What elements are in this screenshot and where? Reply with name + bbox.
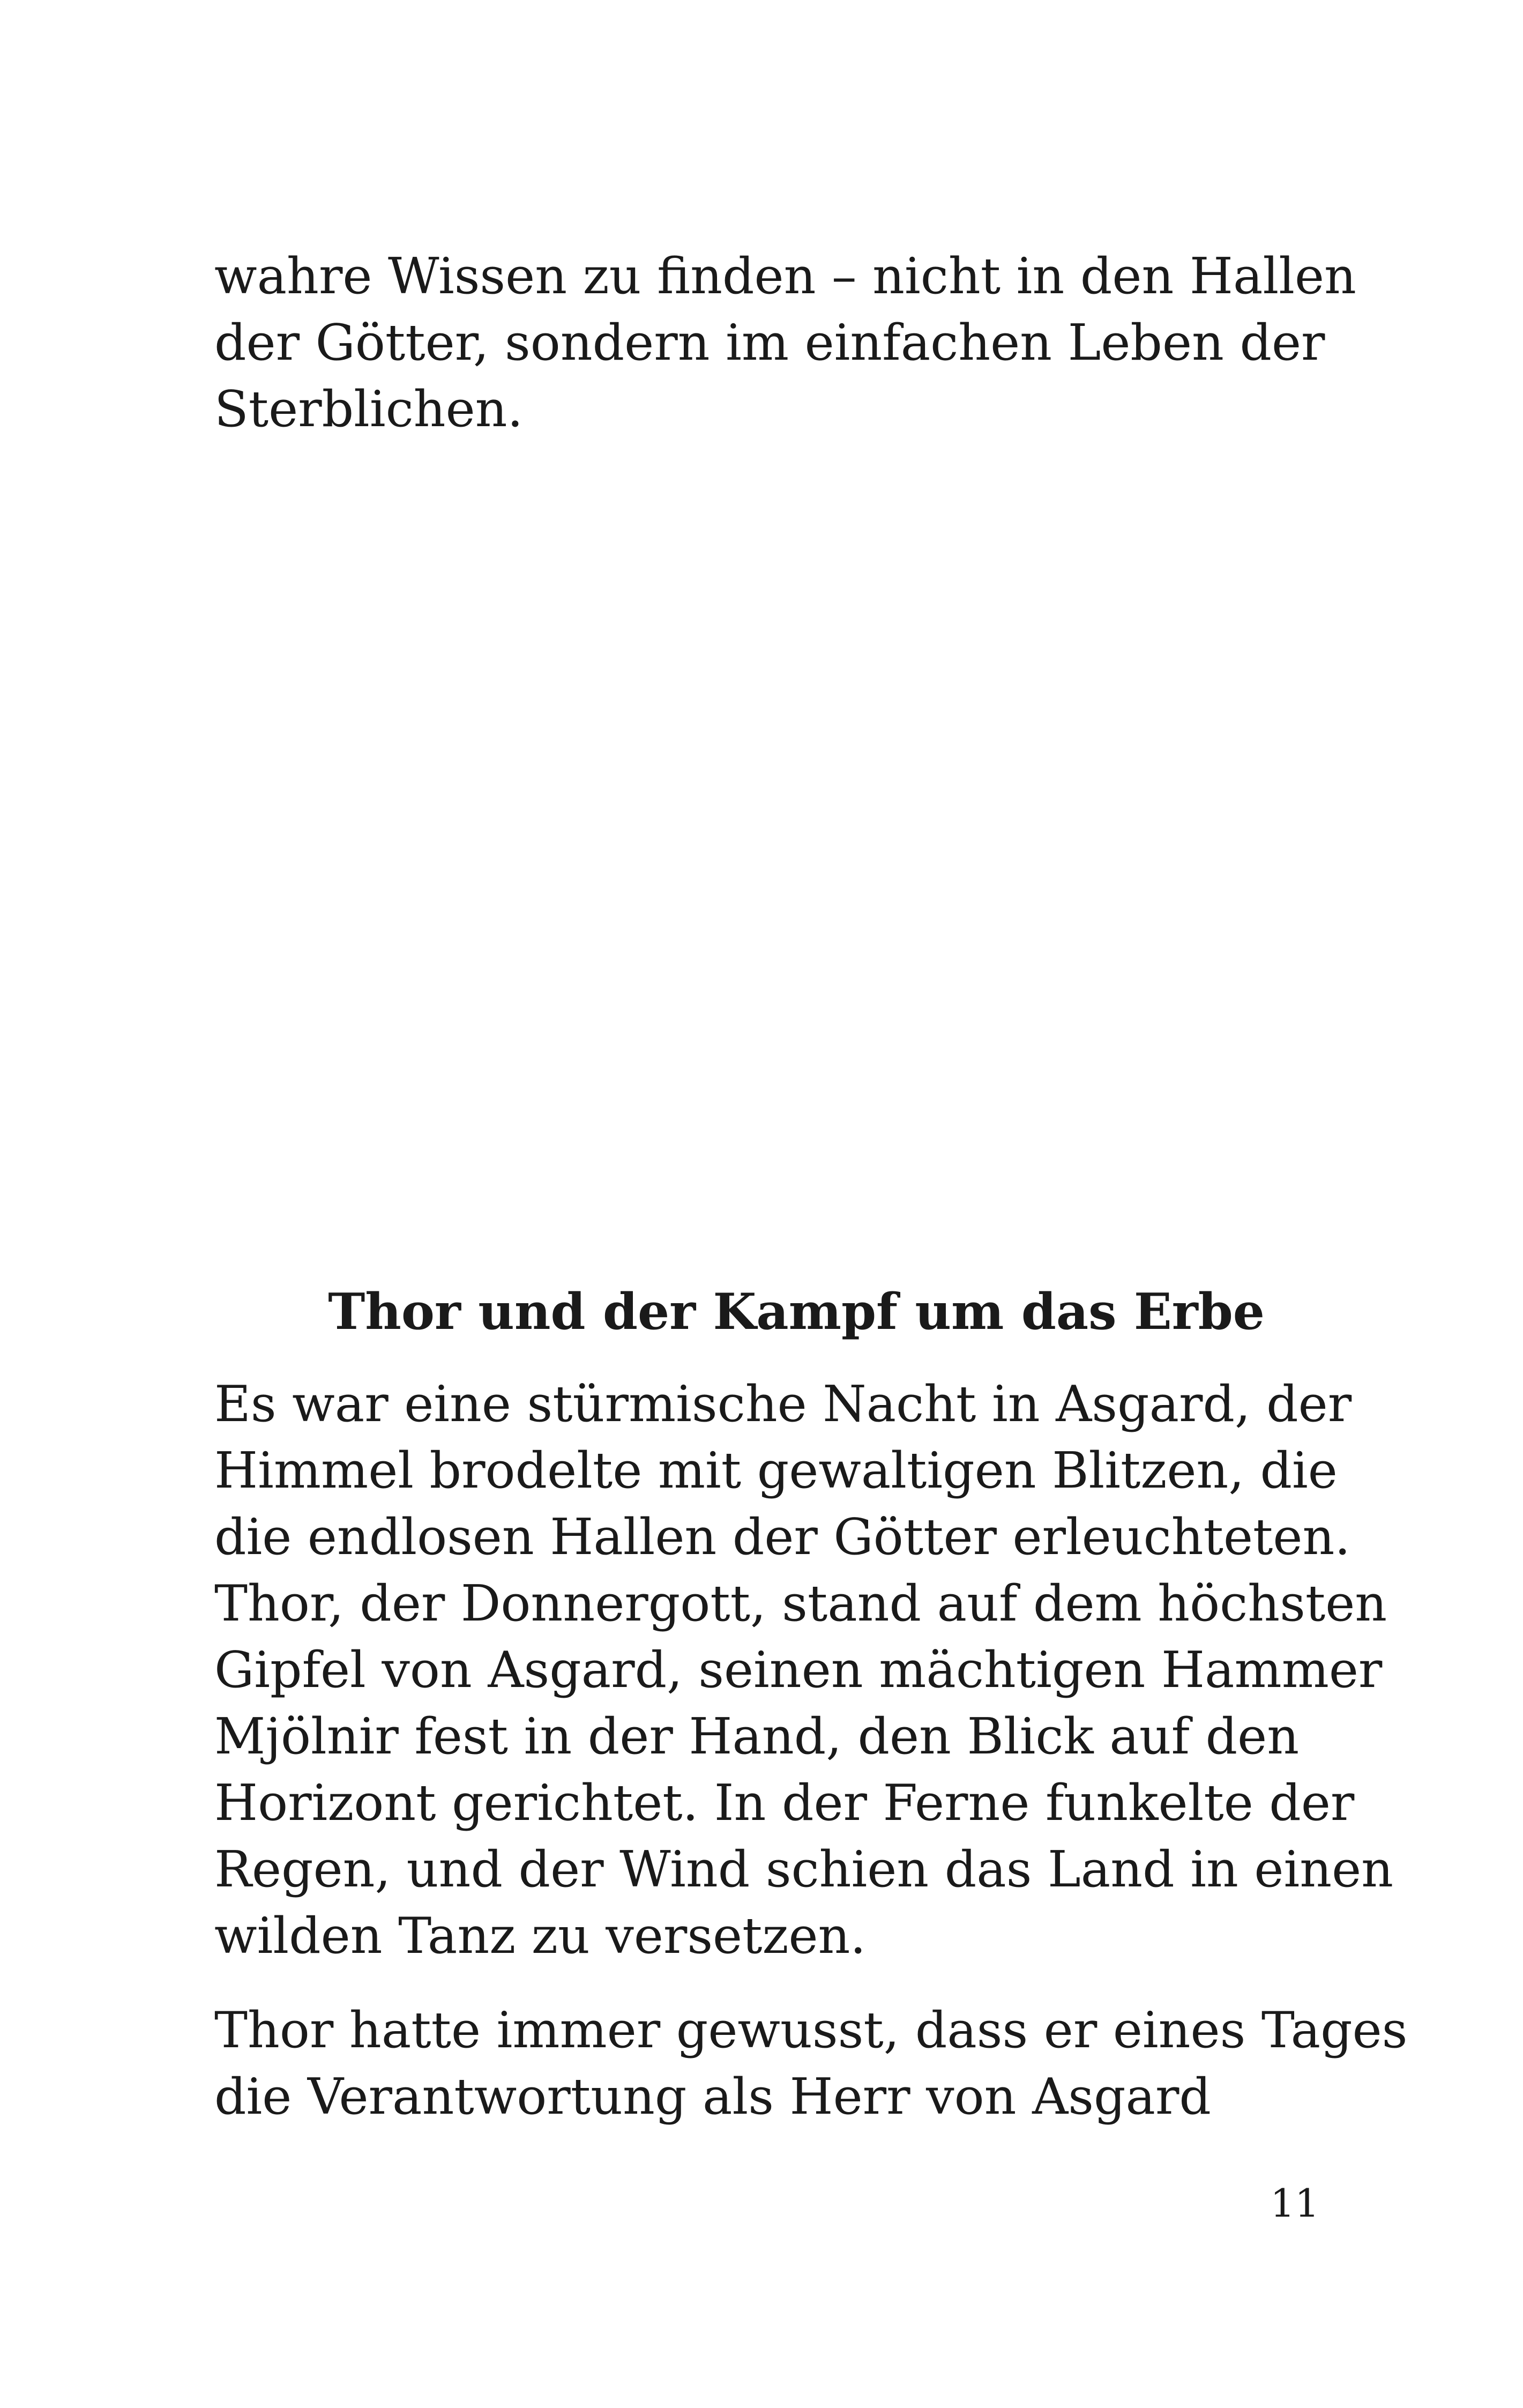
text-line: der Götter, sondern im einfachen Leben der <box>214 314 1325 371</box>
page-number: 11 <box>1270 2181 1319 2226</box>
text-line: Sterblichen. <box>214 380 524 438</box>
text-line: Mjölnir fest in der Hand, den Blick auf den <box>214 1707 1300 1765</box>
text-line: Es war eine stürmische Nacht in Asgard, der <box>214 1375 1352 1433</box>
text-line: Horizont gerichtet. In der Ferne funkelte der <box>214 1774 1355 1832</box>
continuation-paragraph <box>214 243 1356 442</box>
text-line: wilden Tanz zu versetzen. <box>214 1907 866 1965</box>
text-line: wahre Wissen zu finden – nicht in den Hallen <box>214 247 1356 305</box>
text-line: Thor, der Donnergott, stand auf dem höchsten <box>214 1574 1387 1632</box>
chapter-title: Thor und der Kampf um das Erbe <box>328 1282 1265 1341</box>
text-line: Regen, und der Wind schien das Land in einen <box>214 1840 1394 1898</box>
text-line: die endlosen Hallen der Götter erleuchteten. <box>214 1508 1350 1566</box>
body-paragraph <box>214 1371 1394 1969</box>
text-line: Himmel brodelte mit gewaltigen Blitzen, die <box>214 1441 1338 1499</box>
text-line: Thor hatte immer gewusst, dass er eines Tages <box>214 2001 1408 2059</box>
text-line: Gipfel von Asgard, seinen mächtigen Hammer <box>214 1641 1383 1699</box>
body-paragraph <box>214 1997 1408 2130</box>
text-line: die Verantwortung als Herr von Asgard <box>214 2068 1211 2125</box>
